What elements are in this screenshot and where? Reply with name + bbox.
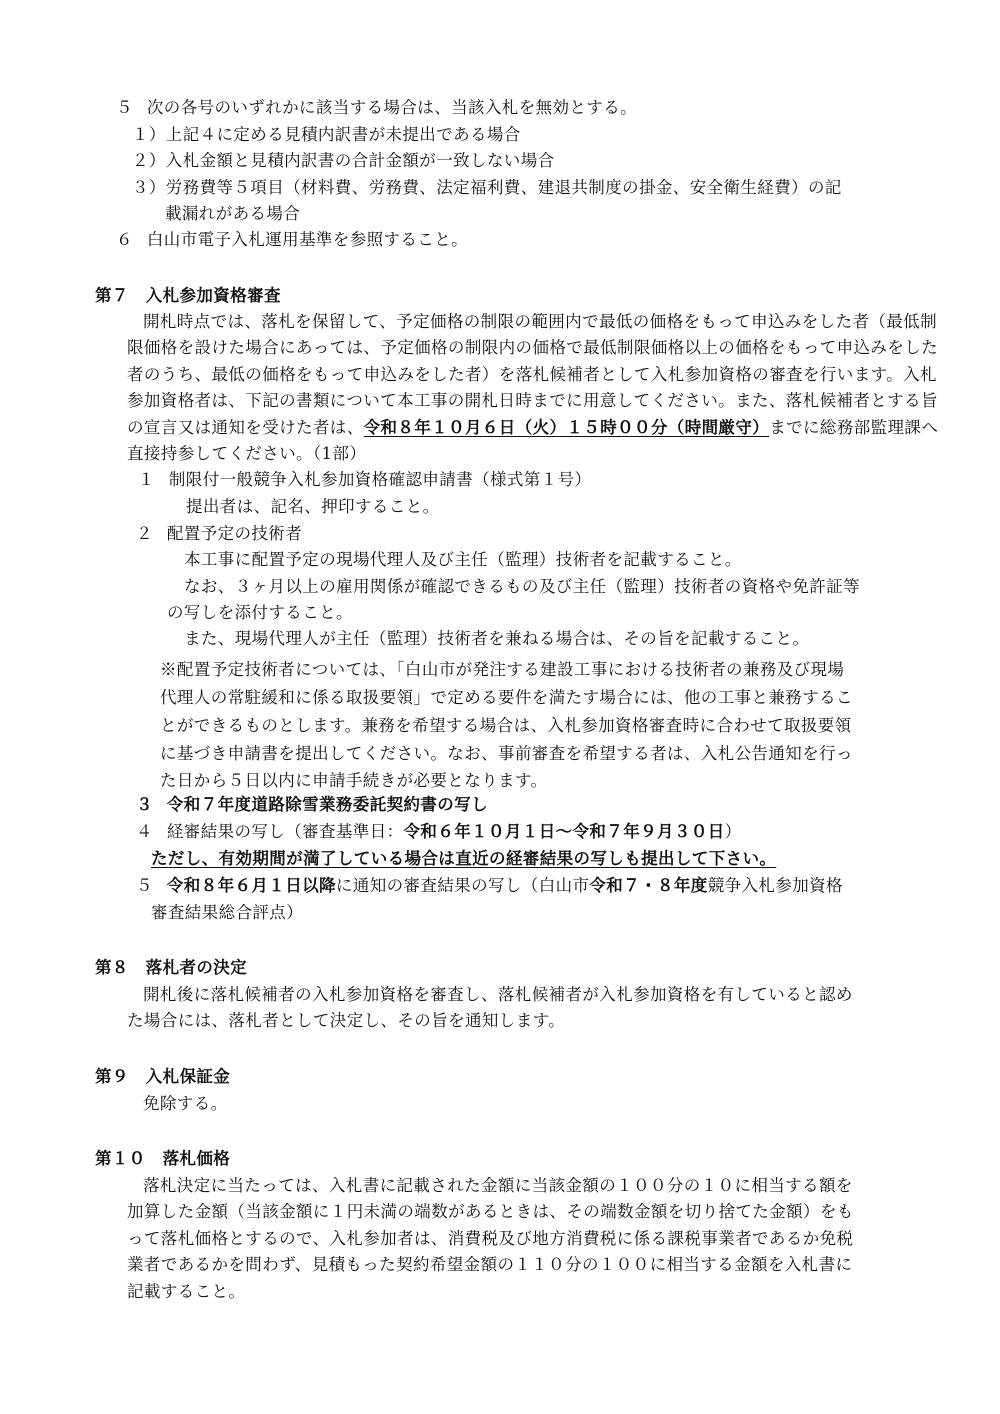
requirement-2-body: 本工事に配置予定の現場代理人及び主任（監理）技術者を記載すること。 — [184, 550, 742, 569]
requirement-5-continuation: 審査結果総合評点） — [151, 903, 304, 922]
section-7-deadline-line — [127, 417, 938, 439]
section-8-paragraph-line: た場合には、落札者として決定し、その旨を通知します。 — [127, 1011, 566, 1030]
list-number: ２ — [136, 524, 153, 543]
technician-note-line: とができるものとします。兼務を希望する場合は、入札参加資格審査時に合わせて取扱要領 — [160, 716, 852, 735]
list-number: ４ — [136, 822, 153, 841]
section-7-paragraph-line: 参加資格者は、下記の書類について本工事の開札日時までに用意してください。また、落札候補者とする旨 — [127, 391, 938, 410]
requirement-text: 競争入札参加資格 — [707, 876, 843, 895]
section-7-heading: 第７ 入札参加資格審査 — [95, 286, 281, 305]
section-7-paragraph-line: 者のうち、最低の価格をもって申込みをした者）を落札候補者として入札参加資格の審査を行います。入札 — [127, 365, 937, 384]
section-10-heading: 第１０ 落札価格 — [95, 1149, 231, 1168]
section-8-heading: 第８ 落札者の決定 — [95, 958, 248, 977]
requirement-2-body: の写しを添付すること。 — [167, 603, 353, 622]
requirement-title: 制限付一般競争入札参加資格確認申請書（様式第１号） — [168, 470, 592, 489]
list-item-text: 次の各号のいずれかに該当する場合は、当該入札を無効とする。 — [146, 98, 638, 117]
list-number: ５ — [116, 98, 133, 117]
requirement-3 — [136, 794, 488, 816]
requirement-1 — [138, 469, 591, 491]
technician-note-line: 代理人の常駐緩和に係る取扱要領」で定める要件を満たす場合には、他の工事と兼務するこ — [160, 688, 853, 707]
requirement-2 — [136, 523, 302, 545]
section-10-paragraph-line: 業者であるかを問わず、見積もった契約希望金額の１１０分の１００に相当する金額を入札書に — [127, 1255, 853, 1274]
section-7-paragraph-line: 直接持参してください。（1部） — [127, 444, 367, 463]
list-number: ３ — [136, 795, 153, 814]
list-item-6 — [116, 229, 468, 251]
section-10-paragraph-line: 記載すること。 — [127, 1282, 246, 1301]
submission-deadline: 令和８年１０月６日（火）１５時００分（時間厳守） — [363, 418, 770, 437]
requirement-4 — [136, 821, 742, 843]
notice-date: 令和８年６月１日以降 — [166, 876, 336, 895]
requirement-title: 経審結果の写し（審査基準日： — [166, 822, 404, 841]
section-10-paragraph-line: 落札決定に当たっては、入札書に記載された金額に当該金額の１００分の１０に相当する額を — [143, 1176, 853, 1195]
section-7-paragraph-line: 開札時点では、落札を保留して、予定価格の制限の範囲内で最低の価格をもって申込みをした者（最低制 — [143, 312, 937, 331]
sub-item-2: ２）入札金額と見積内訳書の合計金額が一致しない場合 — [132, 151, 555, 170]
section-9-body: 免除する。 — [143, 1094, 228, 1113]
requirement-2-body: なお、３ヶ月以上の雇用関係が確認できるもの及び主任（監理）技術者の資格や免許証等 — [184, 577, 860, 596]
technician-note-line: た日から５日以内に申請手続きが必要となります。 — [160, 771, 548, 790]
review-period: 令和６年１０月１日～令和７年９月３０日 — [403, 822, 725, 841]
requirement-title: 令和７年度道路除雪業務委託契約書の写し — [166, 795, 489, 814]
section-9-heading: 第９ 入札保証金 — [95, 1067, 231, 1086]
list-number: ６ — [116, 230, 133, 249]
requirement-1-body: 提出者は、記名、押印すること。 — [186, 497, 440, 516]
section-7-paragraph-line: 限価格を設けた場合にあっては、予定価格の制限内の価格で最低制限価格以上の価格をもって申込みをした — [127, 338, 939, 357]
section-8-paragraph-line: 開札後に落札候補者の入札参加資格を審査し、落札候補者が入札参加資格を有していると認め — [143, 985, 853, 1004]
requirement-5 — [136, 875, 843, 897]
closing-paren: ） — [724, 822, 742, 841]
section-10-paragraph-line: って落札価格とするので、入札参加者は、消費税及び地方消費税に係る課税事業者であるか免税 — [127, 1229, 854, 1248]
fiscal-year: 令和７・８年度 — [589, 876, 708, 895]
technician-note-line: に基づき申請書を提出してください。なお、事前審査を希望する者は、入札公告通知を行っ — [160, 744, 853, 763]
requirement-2-body: また、現場代理人が主任（監理）技術者を兼ねる場合は、その旨を記載すること。 — [184, 629, 810, 648]
list-number: ５ — [136, 876, 153, 895]
requirement-4-warning: ただし、有効期間が満了している場合は直近の経審結果の写しも提出して下さい。 — [151, 849, 777, 868]
deadline-prefix: の宣言又は通知を受けた者は、 — [127, 418, 364, 437]
sub-item-1: １）上記４に定める見積内訳書が未提出である場合 — [132, 125, 521, 144]
deadline-suffix: までに総務部監理課へ — [769, 418, 939, 437]
list-number: １ — [138, 470, 155, 489]
requirement-text: に通知の審査結果の写し（白山市 — [335, 876, 590, 895]
technician-note-line: ※配置予定技術者については、「白山市が発注する建設工事における技術者の兼務及び現場 — [160, 660, 845, 679]
list-item-5 — [116, 97, 637, 119]
list-item-text: 白山市電子入札運用基準を参照すること。 — [146, 230, 469, 249]
section-10-paragraph-line: 加算した金額（当該金額に１円未満の端数があるときは、その端数金額を切り捨てた金額）をも — [127, 1202, 854, 1221]
requirement-title: 配置予定の技術者 — [166, 524, 303, 543]
sub-item-3: ３）労務費等５項目（材料費、労務費、法定福利費、建退共制度の掛金、安全衛生経費）の記 — [132, 178, 842, 197]
sub-item-3-continuation: 載漏れがある場合 — [165, 204, 301, 223]
